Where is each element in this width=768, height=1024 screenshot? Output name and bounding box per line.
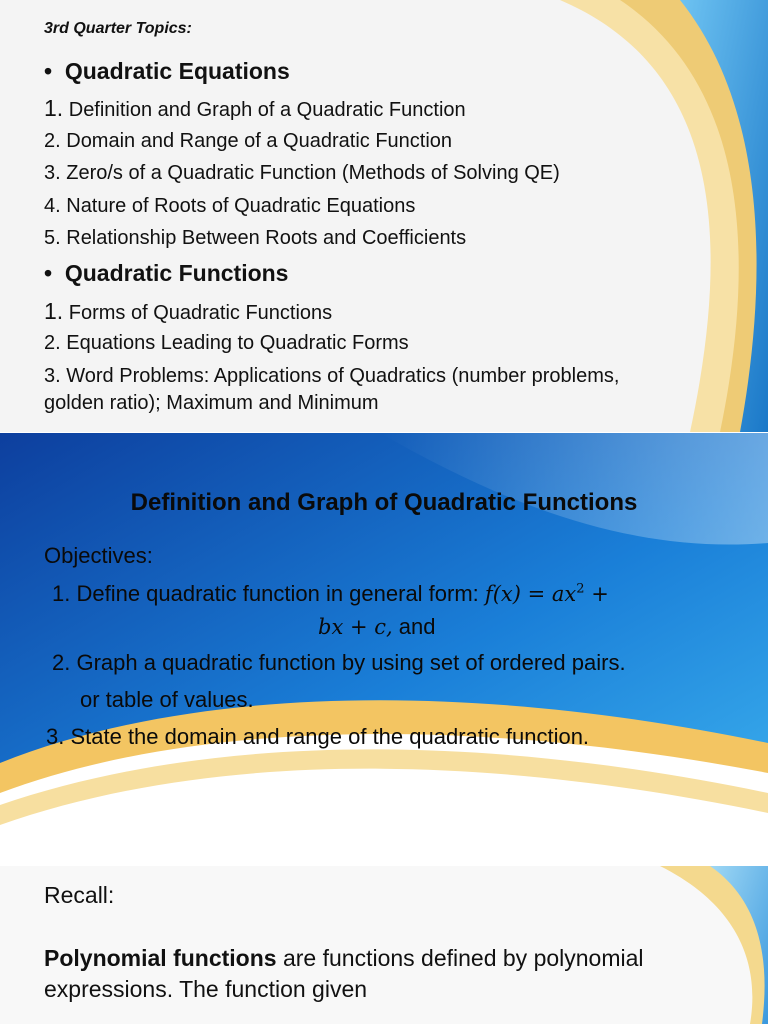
recall-heading: Recall: <box>44 882 115 908</box>
section-title-quadratic-equations: • Quadratic Equations <box>44 58 290 84</box>
list-item: 1. Forms of Quadratic Functions <box>44 298 333 324</box>
polynomial-definition-line-2: expressions. The function given <box>44 976 368 1002</box>
list-item: 5. Relationship Between Roots and Coefficients <box>44 227 467 249</box>
polynomial-definition-line-1: Polynomial functions are functions defined by polynomial <box>44 945 644 971</box>
list-item: 3. Word Problems: Applications of Quadratics (number problems, <box>44 365 620 387</box>
objectives-label: Objectives: <box>44 543 153 568</box>
objective-1-line-1: 1. Define quadratic function in general form: $f(x) = ax^2$ + <box>52 581 609 606</box>
topics-heading: 3rd Quarter Topics: <box>44 20 192 37</box>
slide-recall <box>0 866 768 1024</box>
list-item: 2. Equations Leading to Quadratic Forms <box>44 332 409 354</box>
objective-1-line-2: bx + c, and <box>318 614 436 639</box>
list-item-continuation: golden ratio); Maximum and Minimum <box>44 392 379 414</box>
list-item: 2. Domain and Range of a Quadratic Function <box>44 130 453 152</box>
objective-2-line-1: 2. Graph a quadratic function by using set of ordered pairs. <box>52 650 626 675</box>
objective-3: 3. State the domain and range of the quadratic function. <box>46 724 590 749</box>
slide-definition <box>0 433 768 865</box>
objective-2-line-2: or table of values. <box>80 687 254 712</box>
slide-topics <box>0 0 768 432</box>
list-item: 4. Nature of Roots of Quadratic Equations <box>44 195 416 217</box>
section-title-quadratic-functions: • Quadratic Functions <box>44 260 289 286</box>
list-item: 1. Definition and Graph of a Quadratic Function <box>44 95 466 121</box>
slide-title: Definition and Graph of Quadratic Functions <box>130 489 638 516</box>
list-item: 3. Zero/s of a Quadratic Function (Methods of Solving QE) <box>44 162 560 184</box>
